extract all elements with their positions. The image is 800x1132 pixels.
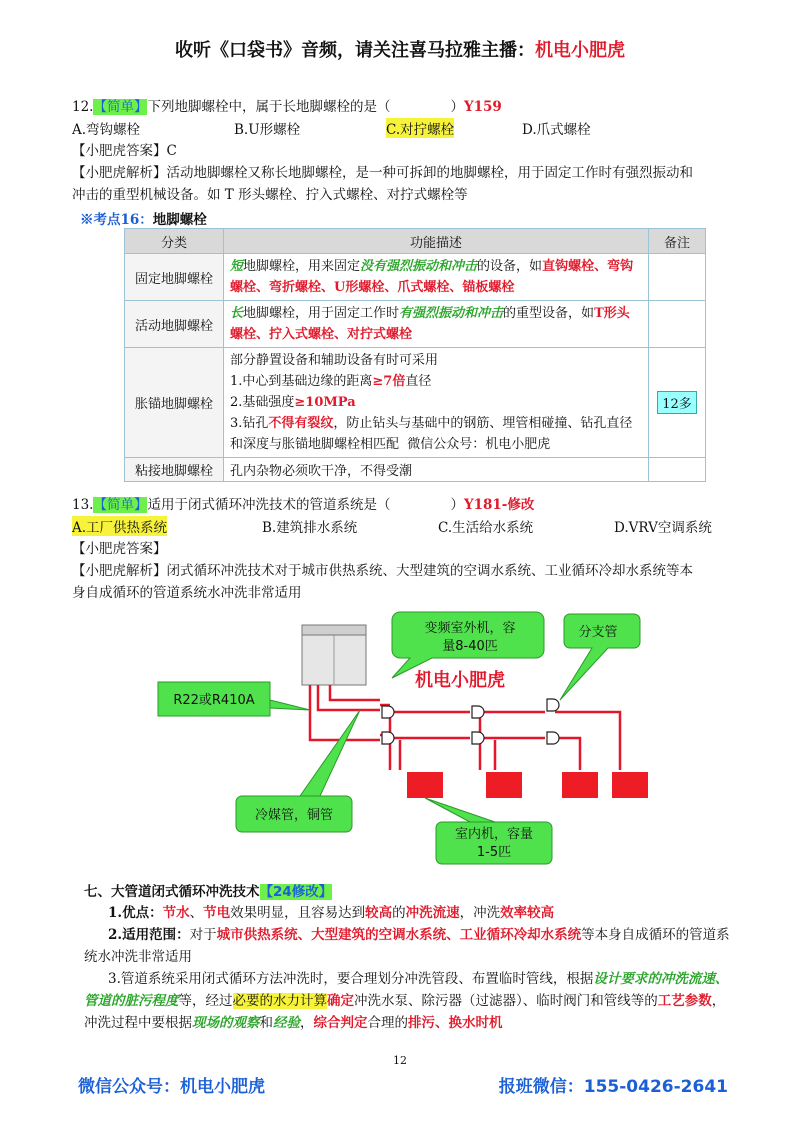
q12-analysis: 【小肥虎解析】活动地脚螺栓又称长地脚螺栓，是一种可拆卸的地脚螺栓，用于固定工作时有强烈振动和 冲击的重型机械设备。如 T 形头螺栓、拧入式螺栓、对拧式螺栓等 xyxy=(72,165,693,203)
footer-right: 报班微信：155-0426-2641 xyxy=(498,1077,728,1097)
section7-title: 七、大管道闭式循环冲洗技术【24修改】 xyxy=(84,884,333,900)
callout-outdoor xyxy=(392,612,544,678)
page-header xyxy=(0,36,800,62)
callout-indoor xyxy=(425,798,552,864)
header-prefix: 收听《口袋书》音频，请关注喜马拉雅主播： xyxy=(175,40,535,61)
table-header: 功能描述 xyxy=(224,229,649,254)
callout-indoor-label: 室内机，容量 xyxy=(454,827,534,842)
callout-branch-label: 分支管 xyxy=(578,625,618,640)
callout-pipe xyxy=(236,710,360,832)
table-cell-desc: 孔内杂物必须吹干净，不得受潮 xyxy=(224,458,649,482)
footer-left: 微信公众号：机电小肥虎 xyxy=(78,1077,265,1097)
header-anchor: 机电小肥虎 xyxy=(535,40,625,61)
callout-refrigerant-label: R22或R410A xyxy=(173,693,255,708)
indoor-units xyxy=(407,772,648,798)
q13-option-c: C.生活给水系统 xyxy=(438,520,534,536)
q13-option-d: D.VRV空调系统 xyxy=(614,520,712,536)
table-cell-desc: 部分静置设备和辅助设备有时可采用 1.中心到基础边缘的距离≥7倍直径 2.基础强度≥10MPa 3.钻孔不得有裂纹，防止钻头与基础中的钢筋、埋管相碰撞、钻孔直径和深度与胀锚地脚螺栓相匹配 微信公众号：机电小肥虎 xyxy=(224,348,649,458)
q12-option-c: C.对拧螺栓 xyxy=(386,118,454,138)
callout-pipe-label: 冷媒管，铜管 xyxy=(254,808,334,823)
section7-item-1: 1.优点：节水、节电效果明显，且容易达到较高的冲洗流速，冲洗效率较高 xyxy=(108,905,555,921)
table-header-row xyxy=(125,229,706,254)
table-cell-category: 粘接地脚螺栓 xyxy=(125,458,224,482)
point-title: ※考点16：地脚螺栓 xyxy=(80,212,207,228)
table-cell-category: 胀锚地脚螺栓 xyxy=(125,348,224,458)
table-row xyxy=(125,301,706,348)
outdoor-unit-icon xyxy=(302,625,366,685)
callout-branch xyxy=(560,614,640,700)
table-cell-category: 活动地脚螺栓 xyxy=(125,301,224,348)
q12-tag: 【简单】 xyxy=(93,99,148,115)
section7-tag: 【24修改】 xyxy=(259,884,333,900)
q12-option-a: A.弯钩螺栓 xyxy=(72,122,141,138)
q12-ref: Y159 xyxy=(463,99,502,115)
q13-answer: 【小肥虎答案】 xyxy=(72,541,167,557)
table-row xyxy=(125,254,706,301)
callout-outdoor-label: 量8-40匹 xyxy=(442,639,498,654)
q12-answer: 【小肥虎答案】C xyxy=(72,143,177,159)
callout-indoor-label: 1-5匹 xyxy=(476,845,512,860)
q13-options xyxy=(72,516,732,538)
vrv-diagram xyxy=(150,600,660,870)
q13-tag: 【简单】 xyxy=(93,497,148,513)
note-badge: 12多 xyxy=(657,391,697,414)
q13-ref: Y181-修改 xyxy=(463,497,535,513)
section7-item-3: 3.管道系统采用闭式循环方法冲洗时，要合理划分冲洗管段、布置临时管线，根据设计要求的冲洗流速、管道的脏污程度等，经过必要的水力计算确定冲洗水泵、除污器（过滤器）、临时阀门和管线等的工艺参数，冲洗过程中要根据现场的观察和经验，综合判定合理的排污、换水时机 xyxy=(84,971,729,1031)
table-header: 分类 xyxy=(125,229,224,254)
callout-refrigerant xyxy=(158,682,310,716)
table-watermark: 微信公众号：机电小肥虎 xyxy=(407,437,551,452)
q13-option-a: A.工厂供热系统 xyxy=(72,516,167,536)
q13-option-b: B.建筑排水系统 xyxy=(262,520,358,536)
section7-item-2: 2.适用范围：对于城市供热系统、大型建筑的空调水系统、工业循环冷却水系统等本身自成循环的管道系统水冲洗非常适用 xyxy=(84,927,730,965)
page-number: 12 xyxy=(393,1054,407,1067)
table-header: 备注 xyxy=(649,229,706,254)
table-cell-desc: 长地脚螺栓，用于固定工作时有强烈振动和冲击的重型设备，如T形头螺栓、拧入式螺栓、对拧式螺栓 xyxy=(224,301,649,348)
table-cell-desc: 短地脚螺栓，用来固定没有强烈振动和冲击的设备，如直钩螺栓、弯钩螺栓、弯折螺栓、U形螺栓、爪式螺栓、锚板螺栓 xyxy=(224,254,649,301)
q13-stem: 13.【简单】适用于闭式循环冲洗技术的管道系统是（ ）Y181-修改 xyxy=(72,497,535,513)
q12-stem: 12.【简单】下列地脚螺栓中，属于长地脚螺栓的是（ ）Y159 xyxy=(72,99,502,115)
refrigerant-pipes xyxy=(310,685,620,770)
table-row xyxy=(125,458,706,482)
callout-outdoor-label: 变频室外机，容 xyxy=(424,621,516,636)
q12-option-d: D.爪式螺栓 xyxy=(522,122,591,138)
diagram-title: 机电小肥虎 xyxy=(415,670,505,691)
table-row xyxy=(125,348,706,458)
table-cell-category: 固定地脚螺栓 xyxy=(125,254,224,301)
q12-options xyxy=(72,118,732,140)
q13-analysis: 【小肥虎解析】闭式循环冲洗技术对于城市供热系统、大型建筑的空调水系统、工业循环冷却水系统等本 身自成循环的管道系统水冲洗非常适用 xyxy=(72,563,693,601)
anchor-bolt-table xyxy=(124,228,706,482)
q12-option-b: B.U形螺栓 xyxy=(234,122,301,138)
